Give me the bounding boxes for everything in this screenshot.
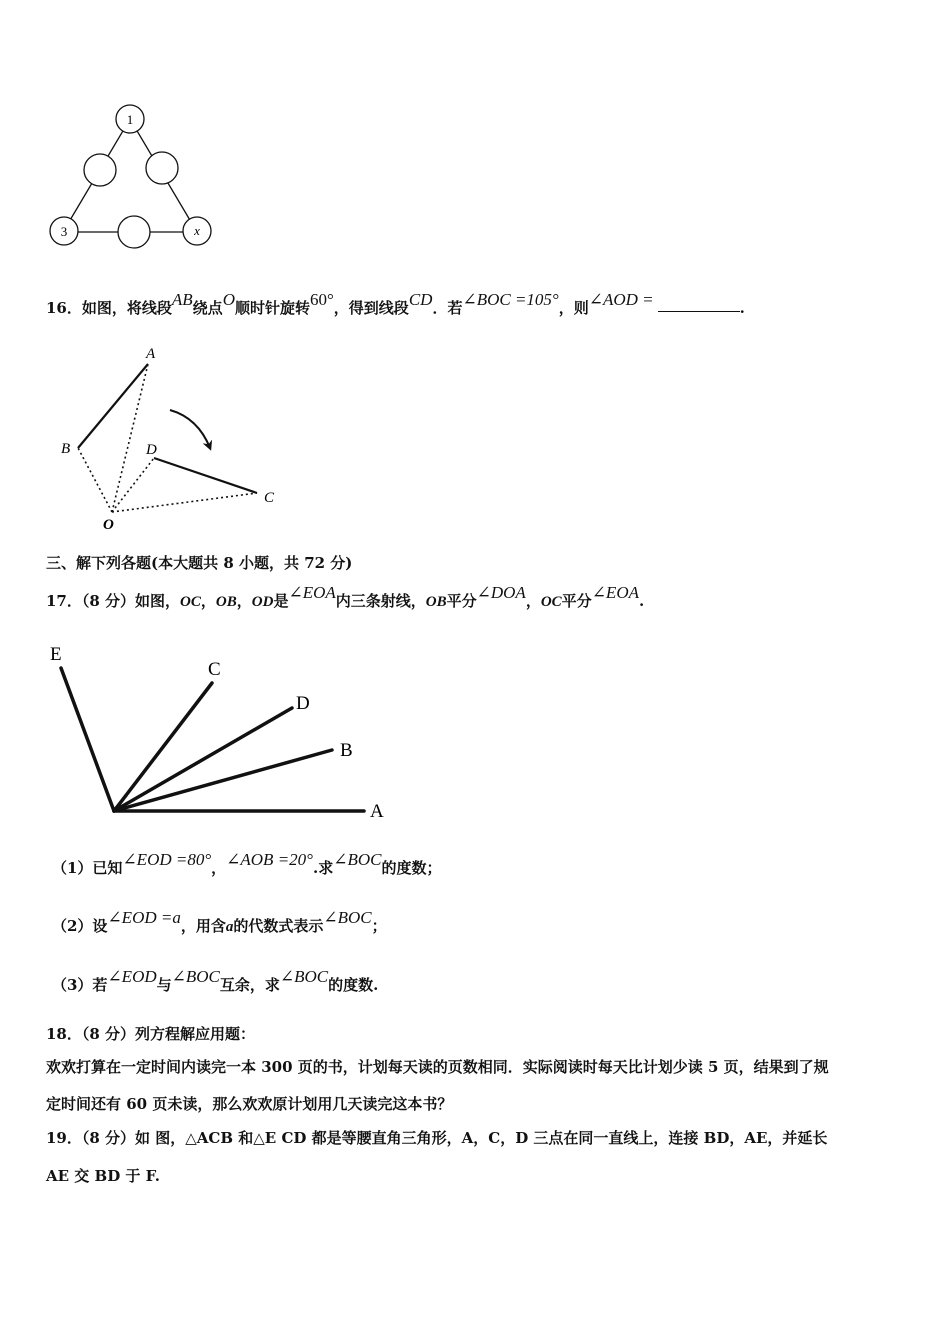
- label-O: O: [103, 517, 114, 533]
- figure-circle-triangle: [40, 100, 230, 250]
- label-B: B: [61, 441, 71, 457]
- ray-OD: [114, 708, 292, 811]
- node-label-3: 3: [60, 224, 68, 239]
- circle-node-right-mid: [146, 152, 178, 184]
- section-3-title: 三、解下列各题(本大题共 8 小题，共 72 分): [46, 554, 353, 572]
- question-19-line-1: 19．（8 分）如 图，△ACB 和△E CD 都是等腰直角三角形，A，C，D 三点在同一直线上，连接 BD，AE，并延长: [46, 1129, 828, 1147]
- segment-AB: [78, 364, 148, 448]
- label-A: A: [146, 346, 156, 362]
- label-D: D: [146, 442, 157, 458]
- q16-number: 16．: [46, 299, 82, 317]
- circle-node-bottom-mid: [118, 216, 150, 248]
- question-17-part-3: （3）若∠EOD与∠BOC互余，求∠BOC的度数.: [52, 967, 379, 994]
- figure-rays: [40, 640, 400, 830]
- question-19-line-2: AE 交 BD 于 F.: [46, 1167, 161, 1185]
- segment-CD: [154, 458, 257, 493]
- question-16: 16．如图，将线段AB绕点O顺时针旋转60°，得到线段CD．若∠BOC =105°，则∠AOD = .: [46, 290, 745, 317]
- question-18-header: 18．（8 分）列方程解应用题：: [46, 1025, 256, 1043]
- node-label-1: 1: [126, 112, 134, 127]
- label-B: B: [340, 740, 353, 761]
- label-E: E: [50, 644, 62, 665]
- answer-blank[interactable]: [658, 297, 740, 312]
- label-A: A: [370, 801, 384, 822]
- figure-rotation: [50, 340, 290, 540]
- question-17: 17．（8 分）如图，OC，OB，OD是∠EOA内三条射线，OB平分∠DOA，OC平分∠EOA.: [46, 583, 645, 610]
- node-label-x: x: [194, 223, 200, 238]
- label-C: C: [264, 490, 275, 506]
- ray-OE: [61, 668, 114, 811]
- question-18-line-2: 定时间还有 60 页未读，那么欢欢原计划用几天读完这本书？: [46, 1095, 453, 1113]
- ray-OB: [114, 750, 332, 811]
- question-17-part-2: （2）设∠EOD =a，用含a的代数式表示∠BOC；: [52, 908, 387, 935]
- question-18-line-1: 欢欢打算在一定时间内读完一本 300 页的书，计划每天读的页数相同．实际阅读时每天比计划少读 5 页，结果到了规: [46, 1058, 829, 1076]
- ray-OC: [114, 683, 212, 811]
- rotation-arrow: [170, 410, 210, 448]
- label-D: D: [296, 693, 310, 714]
- circle-node-left-mid: [84, 154, 116, 186]
- label-C: C: [208, 659, 221, 680]
- question-17-part-1: （1）已知∠EOD =80°，∠AOB =20°.求∠BOC的度数；: [52, 850, 442, 877]
